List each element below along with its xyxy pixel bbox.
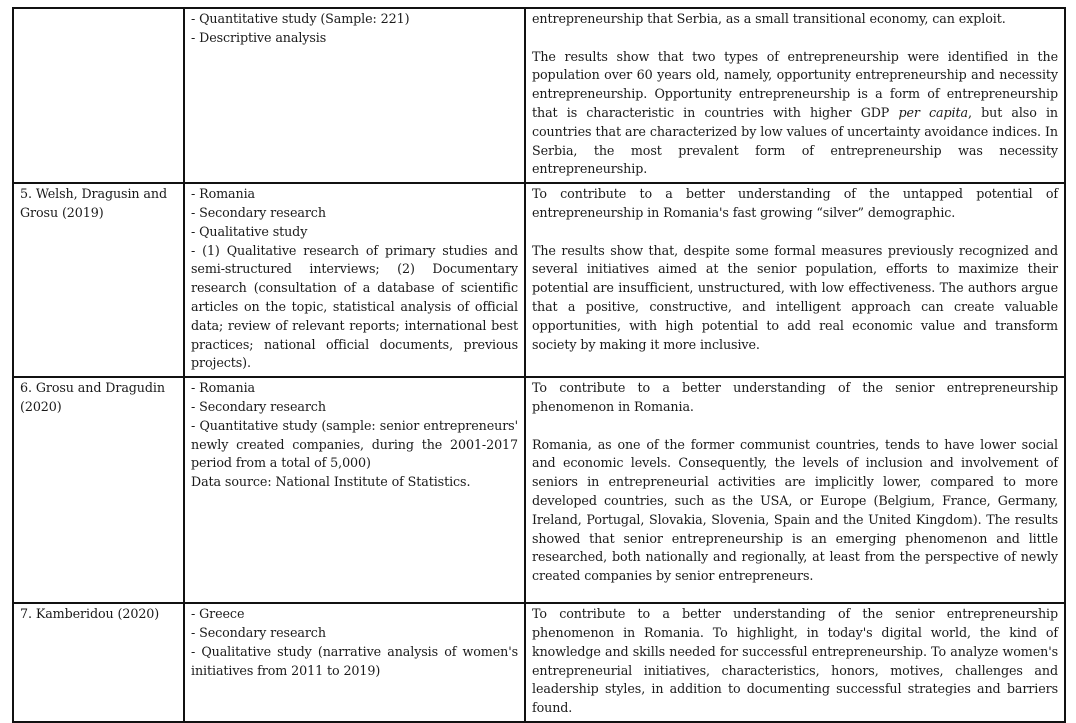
table-row	[13, 8, 1065, 183]
objective-paragraph: entrepreneurship that Serbia, as a small transitional economy, can exploit.	[532, 11, 1006, 26]
author-cell: 7. Kamberidou (2020)	[13, 603, 184, 722]
table-row	[13, 603, 1065, 722]
method-line: - Greece	[191, 606, 245, 622]
method-line: - Romania	[191, 186, 255, 202]
method-line: - Secondary research	[191, 398, 326, 414]
author-cell	[13, 8, 184, 183]
author-cell: 5. Welsh, Dragusin and Grosu (2019)	[13, 183, 184, 377]
method-cell	[184, 8, 525, 183]
literature-review-table	[12, 7, 1066, 723]
results-paragraph: Romania, as one of the former communist countries, tends to have lower social and economic levels. Consequently, the levels of inclusion and involvement of seniors in entrepreneurial activities are implicitly lower, compared to more developed countries, such as the USA, or Europe (Belgium, France, Germany, Ireland, Portugal, Slovakia, Slovenia, Spain and the United Kingdom). The results showed that senior entrepreneurship is an emerging phenomenon and little researched, both nationally and regionally, at least from the perspective of newly created companies by senior entrepreneurs.	[532, 436, 1058, 584]
method-line: - Romania	[191, 380, 255, 396]
method-cell	[184, 377, 525, 603]
method-line: - Descriptive analysis	[191, 29, 327, 45]
method-line: - Qualitative study (narrative analysis of women's initiatives from 2011 to 2019)	[191, 643, 518, 678]
method-line: - (1) Qualitative research of primary studies and semi-structured interviews; (2) Documentary research (consultation of a database of scientific articles on the topic, statistical analysis of official data; review of relevant reports; international best practices; national official documents, previous projects).	[191, 242, 518, 371]
results-paragraph: The results show that two types of entrepreneurship were identified in the population over 60 years old, namely, opportunity entrepreneurship and necessity entrepreneurship. Opportunity entrepreneurship is a form of entrepreneurship that is characteristic in countries with higher GDP per capita, but also in countries that are characterized by low values of uncertainty avoidance indices. In Serbia, the most prevalent form of entrepreneurship was necessity entrepreneurship.	[532, 48, 1058, 177]
objective-paragraph: To contribute to a better understanding of the senior entrepreneurship phenomenon in Romania. To highlight, in today's digital world, the kind of knowledge and skills needed for successful entrepreneurship. To analyze women's entrepreneurial initiatives, characteristics, honors, motives, challenges and leadership styles, in addition to documenting successful strategies and barriers found.	[532, 606, 1058, 716]
method-line: - Secondary research	[191, 624, 326, 640]
method-line: - Secondary research	[191, 204, 326, 220]
method-line: Data source: National Institute of Statistics.	[191, 474, 471, 490]
method-line: - Qualitative study	[191, 223, 308, 239]
results-paragraph: The results show that, despite some formal measures previously recognized and several initiatives aimed at the senior population, efforts to maximize their potential are insufficient, unstructured, with low effectiveness. The authors argue that a positive, constructive, and intelligent approach can create valuable opportunities, with high potential to add real economic value and transform society by making it more inclusive.	[532, 242, 1058, 352]
table-row	[13, 183, 1065, 377]
method-cell	[184, 183, 525, 377]
method-line: - Quantitative study (Sample: 221)	[191, 11, 410, 26]
findings-cell	[525, 183, 1065, 377]
table-row	[13, 377, 1065, 603]
findings-cell	[525, 377, 1065, 603]
italic-phrase: per capita	[898, 104, 968, 120]
method-line: - Quantitative study (sample: senior entrepreneurs' newly created companies, during the 2001-2017 period from a total of 5,000)	[191, 417, 518, 471]
author-cell: 6. Grosu and Dragudin (2020)	[13, 377, 184, 603]
findings-cell	[525, 8, 1065, 183]
findings-cell	[525, 603, 1065, 722]
method-cell	[184, 603, 525, 722]
objective-paragraph: To contribute to a better understanding of the senior entrepreneurship phenomenon in Romania.	[532, 380, 1058, 414]
objective-paragraph: To contribute to a better understanding of the untapped potential of entrepreneurship in Romania's fast growing “silver” demographic.	[532, 186, 1058, 220]
